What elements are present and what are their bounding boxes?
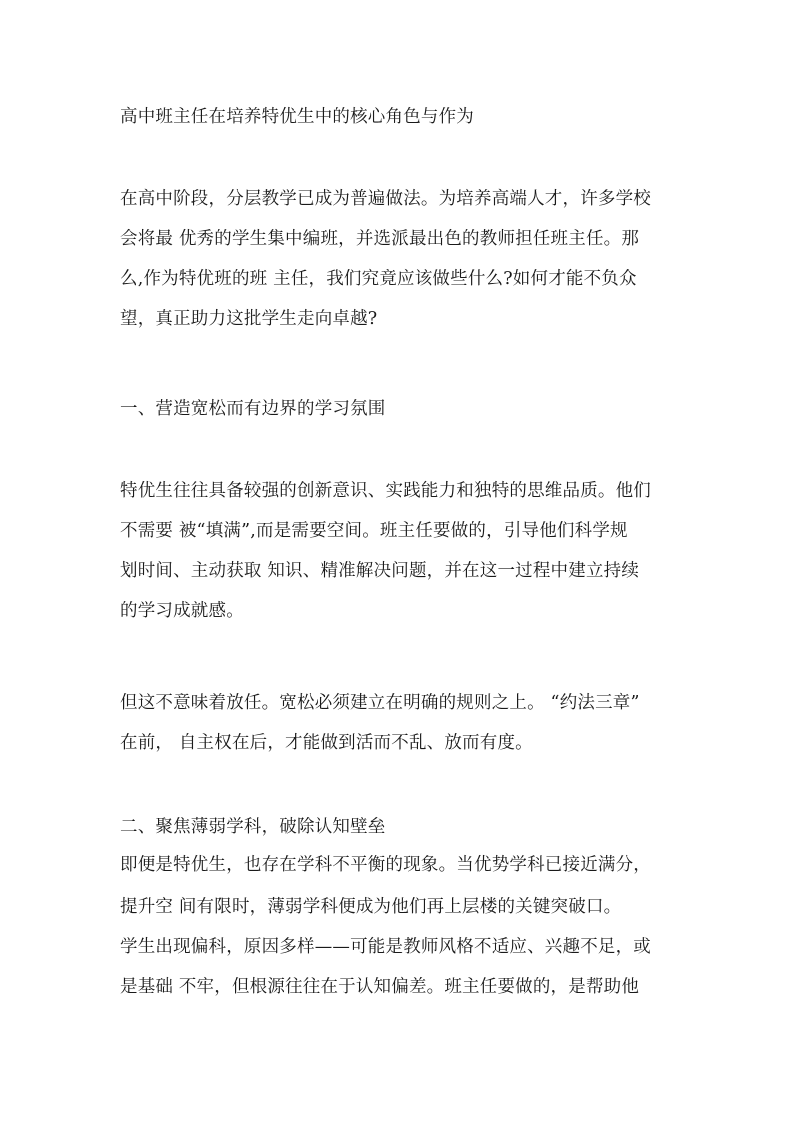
intro-line-4: 望，真正助力这批学生走向卓越? xyxy=(120,309,378,329)
section2-para2-line-1: 学生出现偏科，原因多样——可能是教师风格不适应、兴趣不足，或 xyxy=(120,937,651,957)
section1-para1-line-4: 的学习成就感。 xyxy=(120,601,244,621)
section2-heading: 二、聚焦薄弱学科，破除认知壁垒 xyxy=(120,817,386,837)
section1-para2-line-2: 在前， 自主权在后，才能做到活而不乱、放而有度。 xyxy=(120,733,533,753)
section2-para1-line-1: 即便是特优生，也存在学科不平衡的现象。当优势学科已接近满分， xyxy=(120,855,651,875)
intro-line-3: 么,作为特优班的班 主任，我们究竟应该做些什么?如何才能不负众 xyxy=(120,269,637,289)
section1-heading: 一、营造宽松而有边界的学习氛围 xyxy=(120,399,386,419)
section2-para2-line-2: 是基础 不牢，但根源往往在于认知偏差。班主任要做的，是帮助他 xyxy=(120,977,640,997)
document-title: 高中班主任在培养特优生中的核心角色与作为 xyxy=(120,107,474,127)
section1-para1-line-3: 划时间、主动获取 知识、精准解决问题，并在这一过程中建立持续 xyxy=(120,561,640,581)
intro-line-1: 在高中阶段，分层教学已成为普遍做法。为培养高端人才，许多学校 xyxy=(120,189,651,209)
section1-para1-line-2: 不需要 被“填满”,而是需要空间。班主任要做的，引导他们科学规 xyxy=(120,521,628,541)
section2-para1-line-2: 提升空 间有限时，薄弱学科便成为他们再上层楼的关键突破口。 xyxy=(120,897,622,917)
section1-para1-line-1: 特优生往往具备较强的创新意识、实践能力和独特的思维品质。他们 xyxy=(120,481,651,501)
section1-para2-line-1: 但这不意味着放任。宽松必须建立在明确的规则之上。 “约法三章” xyxy=(120,693,640,713)
intro-line-2: 会将最 优秀的学生集中编班，并选派最出色的教师担任班主任。那 xyxy=(120,229,640,249)
